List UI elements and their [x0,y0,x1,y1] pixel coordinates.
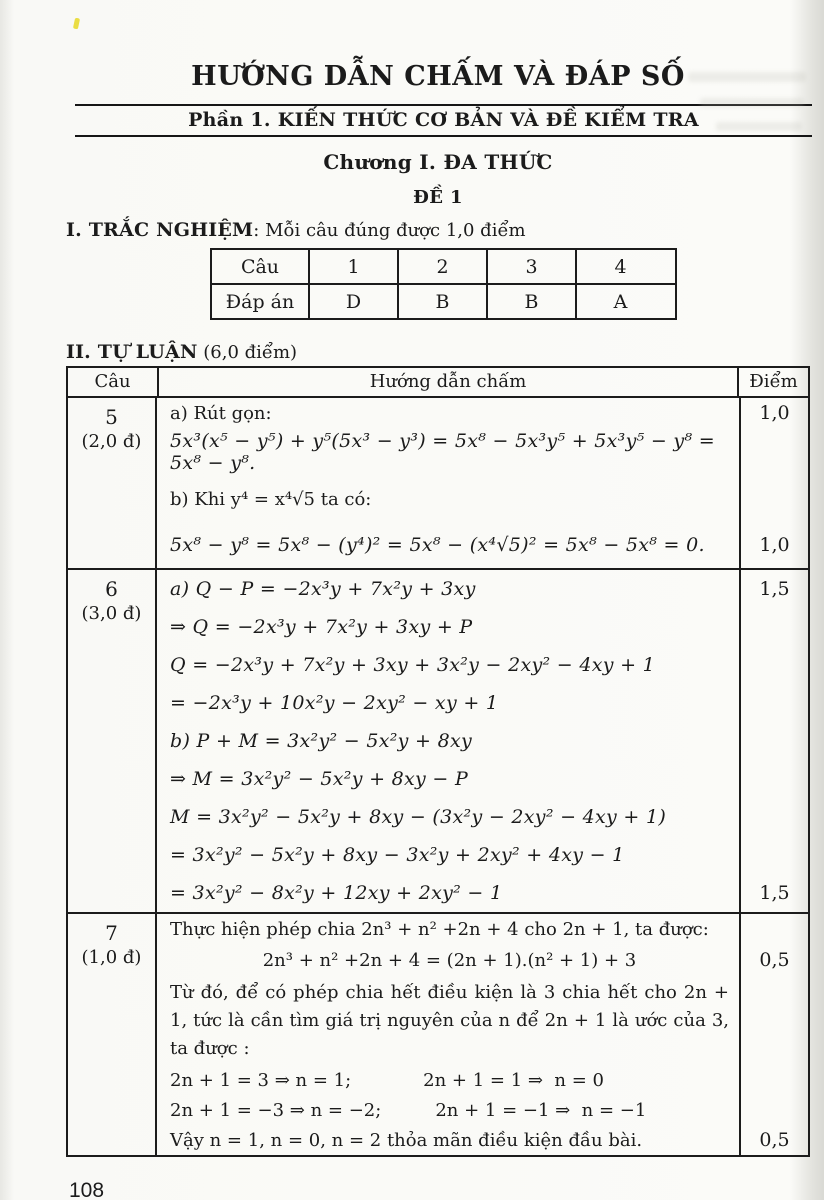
question-number: 6 [105,577,118,601]
solution-line: a) Q − P = −2x³y + 7x²y + 3xy [170,578,476,600]
score-cell [739,722,808,760]
mcq-cell: 3 [486,250,575,283]
solution-line: = 3x²y² − 5x²y + 8xy − 3x²y + 2xy² + 4xy − 1 [170,844,625,866]
exam-heading: ĐỀ 1 [413,187,463,208]
solution-line: ⇒ M = 3x²y² − 5x²y + 8xy − P [170,768,469,790]
score-cell: 1,0 [739,522,808,568]
essay-answer-table [66,366,810,1157]
question-number: 5 [105,405,118,429]
page-number: 108 [69,1179,105,1200]
mcq-cell: 4 [575,250,664,283]
page-title: HƯỚNG DẪN CHẤM VÀ ĐÁP SỐ [191,61,685,92]
mcq-cell: B [397,285,486,318]
multiple-choice-answer-table [210,248,677,320]
score-cell: 1,5 [739,570,808,608]
section2-note: (6,0 điểm) [197,342,298,363]
solution-line: a) Rút gọn: [170,402,272,424]
bleed-through-text [716,122,802,131]
mcq-header-row [212,250,675,283]
score-cell [739,760,808,798]
score-cell [739,684,808,722]
section1-note: : Mỗi câu đúng được 1,0 điểm [253,220,526,241]
score-cell [739,646,808,684]
bleed-through-text [700,98,804,107]
section2-label: II. TỰ LUẬN [66,341,198,363]
mcq-cell: B [486,285,575,318]
question-points: (3,0 đ) [81,603,142,624]
solution-line: M = 3x²y² − 5x²y + 8xy − (3x²y − 2xy² − 4xy + 1) [170,806,667,828]
question-points: (1,0 đ) [81,947,142,968]
question-number: 7 [105,921,118,945]
solution-line: Thực hiện phép chia 2n³ + n² +2n + 4 cho 2n + 1, ta được: [170,918,709,940]
score-cell [739,798,808,836]
column-header-guide: Hướng dẫn chấm [157,368,739,396]
question-cell [68,914,157,1155]
mcq-cell: Câu [240,255,280,278]
section1-heading [66,219,810,241]
score-cell: 0,5 [739,944,808,976]
question-cell [68,570,157,912]
solution-line: Q = −2x³y + 7x²y + 3xy + 3x²y − 2xy² − 4xy + 1 [170,654,656,676]
mcq-cell: D [308,285,397,318]
score-cell: 1,0 [739,398,808,428]
solution-line: 2n + 1 = 3 ⇒ n = 1; 2n + 1 = 1 ⇒ n = 0 [170,1069,604,1091]
section1-label: I. TRẮC NGHIỆM [66,219,254,241]
solution-line: ⇒ Q = −2x³y + 7x²y + 3xy + P [170,616,473,638]
essay-row [68,568,808,912]
score-cell [739,914,808,944]
essay-table-header [68,368,808,398]
mcq-cell: Đáp án [225,290,295,313]
bleed-through-text [688,72,806,82]
solution-line: 2n³ + n² +2n + 4 = (2n + 1).(n² + 1) + 3 [262,949,637,971]
solution-line: b) P + M = 3x²y² − 5x²y + 8xy [170,730,473,752]
question-points: (2,0 đ) [81,431,142,452]
chapter-heading: Chương I. ĐA THỨC [323,150,553,174]
score-cell [739,1095,808,1125]
solution-line: 5x⁸ − y⁸ = 5x⁸ − (y⁴)² = 5x⁸ − (x⁴√5)² = 5x⁸ − 5x⁸ = 0. [170,534,705,556]
score-cell [739,428,808,476]
question-cell [68,398,157,568]
part-heading: Phần 1. KIẾN THỨC CƠ BẢN VÀ ĐỀ KIỂM TRA [188,109,699,131]
score-cell: 0,5 [739,1125,808,1155]
solution-line: = 3x²y² − 8x²y + 12xy + 2xy² − 1 [170,882,503,904]
solution-line: = −2x³y + 10x²y − 2xy² − xy + 1 [170,692,499,714]
solution-line: 5x³(x⁵ − y⁵) + y⁵(5x³ − y³) = 5x⁸ − 5x³y⁵ + 5x³y⁵ − y⁸ = 5x⁸ − y⁸. [170,430,715,474]
mcq-cell: 2 [397,250,486,283]
essay-rows [68,398,808,1155]
score-cell [739,608,808,646]
solution-line: 2n + 1 = −3 ⇒ n = −2; 2n + 1 = −1 ⇒ n = −1 [170,1099,647,1121]
solution-line: Vậy n = 1, n = 0, n = 2 thỏa mãn điều kiện đầu bài. [170,1129,643,1151]
solution-line: b) Khi y⁴ = x⁴√5 ta có: [170,488,372,510]
score-cell [739,836,808,874]
essay-row [68,912,808,1155]
mcq-answer-row [212,283,675,318]
score-cell: 1,5 [739,874,808,912]
column-header-score: Điểm [749,371,798,392]
mcq-cell: A [575,285,664,318]
score-cell [739,976,808,1065]
score-cell [739,476,808,522]
part-heading-band [75,104,812,137]
essay-row [68,398,808,568]
section2-heading [66,341,810,363]
scan-artifact-speck [73,18,80,30]
column-header-question: Câu [94,371,131,392]
score-cell [739,1065,808,1095]
mcq-cell: 1 [308,250,397,283]
solution-line: Từ đó, để có phép chia hết điều kiện là 3 chia hết cho 2n + 1, tức là cần tìm giá trị nguyên của n để 2n + 1 là ước của 3, ta được : [170,982,729,1059]
